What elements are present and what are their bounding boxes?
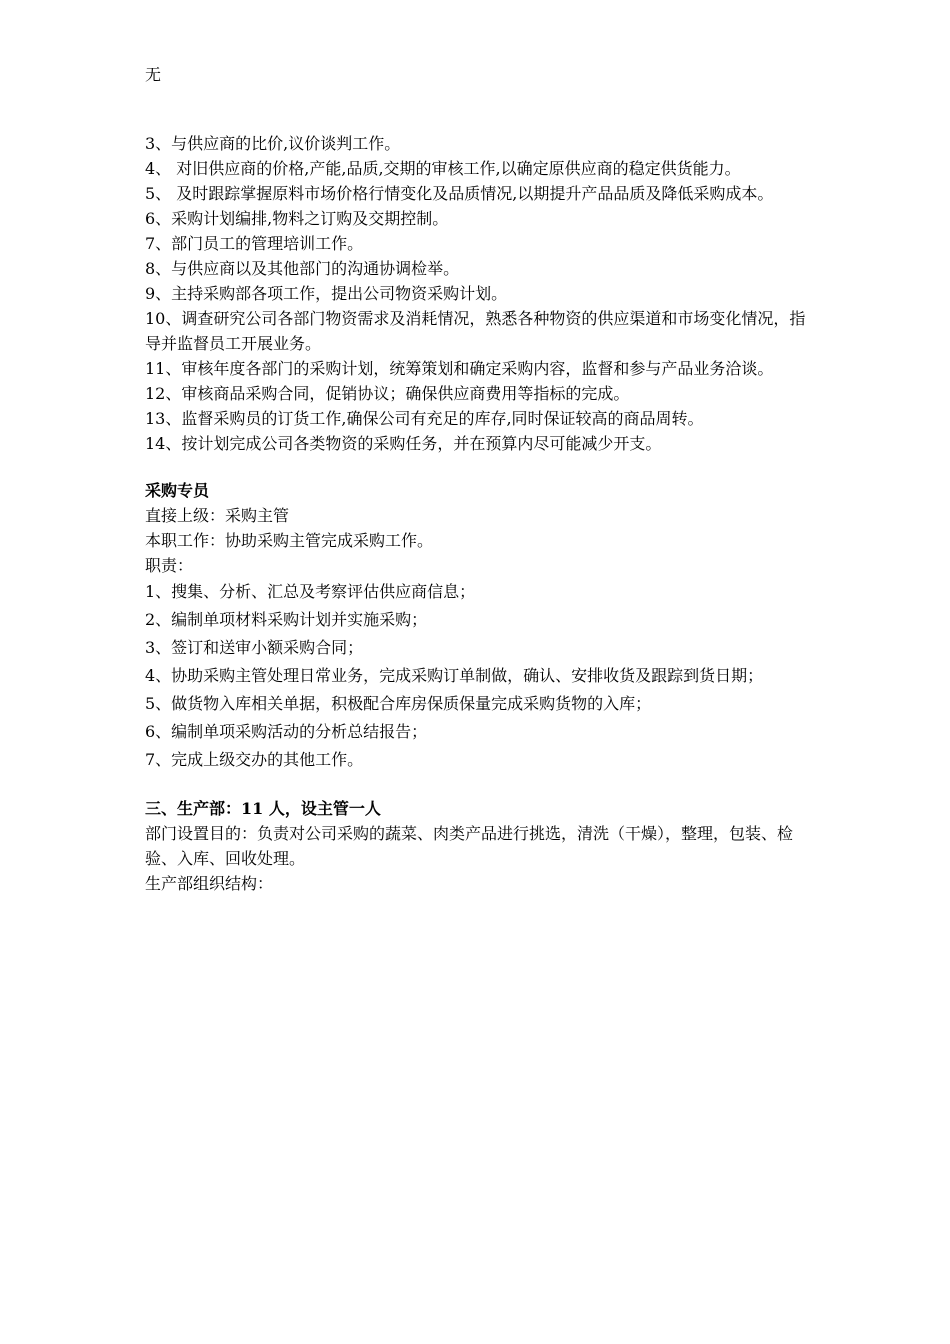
- list-item: 11、审核年度各部门的采购计划，统筹策划和确定采购内容，监督和参与产品业务洽谈。: [145, 359, 774, 378]
- list-item: 6、采购计划编排,物料之订购及交期控制。: [145, 209, 449, 228]
- specialist-section: [145, 478, 810, 773]
- section-spacer: [145, 456, 810, 478]
- list-item: 9、主持采购部各项工作，提出公司物资采购计划。: [145, 284, 508, 303]
- production-section: [145, 796, 810, 896]
- header-mark: 无: [145, 65, 162, 84]
- list-item: 8、与供应商以及其他部门的沟通协调检举。: [145, 259, 460, 278]
- list-item: 10、调查研究公司各部门物资需求及消耗情况，熟悉各种物资的供应渠道和市场变化情况，指导并监督员工开展业务。: [145, 309, 806, 353]
- specialist-duties-label: 职责：: [145, 556, 194, 575]
- list-item: 5、做货物入库相关单据，积极配合库房保质保量完成采购货物的入库；: [145, 694, 652, 713]
- list-item: 12、审核商品采购合同，促销协议；确保供应商费用等指标的完成。: [145, 384, 630, 403]
- list-item: 4、 对旧供应商的价格,产能,品质,交期的审核工作,以确定原供应商的稳定供货能力。: [145, 159, 741, 178]
- list-item: 3、签订和送审小额采购合同；: [145, 638, 364, 657]
- list-item: 7、完成上级交办的其他工作。: [145, 750, 364, 769]
- list-item: 7、部门员工的管理培训工作。: [145, 234, 364, 253]
- document-page: [145, 62, 810, 896]
- purchasing-manager-duties-list: [145, 131, 810, 456]
- list-item: 13、监督采购员的订货工作,确保公司有充足的库存,同时保证较高的商品周转。: [145, 409, 704, 428]
- specialist-job: 本职工作：协助采购主管完成采购工作。: [145, 531, 434, 550]
- production-purpose: 部门设置目的：负责对公司采购的蔬菜、肉类产品进行挑选，清洗（干燥），整理，包装、检验、入库、回收处理。: [145, 824, 794, 868]
- specialist-duties-list: [145, 578, 810, 773]
- list-item: 4、协助采购主管处理日常业务，完成采购订单制做，确认、安排收货及跟踪到货日期；: [145, 666, 764, 685]
- production-heading: 三、生产部：11 人，设主管一人: [145, 799, 381, 818]
- specialist-superior: 直接上级：采购主管: [145, 506, 290, 525]
- list-item: 5、 及时跟踪掌握原料市场价格行情变化及品质情况,以期提升产品品质及降低采购成本。: [145, 184, 774, 203]
- list-item: 14、按计划完成公司各类物资的采购任务，并在预算内尽可能减少开支。: [145, 434, 662, 453]
- section-spacer: [145, 774, 810, 796]
- list-item: 2、编制单项材料采购计划并实施采购；: [145, 610, 428, 629]
- list-item: 1、搜集、分析、汇总及考察评估供应商信息；: [145, 582, 476, 601]
- production-structure-label: 生产部组织结构：: [145, 874, 274, 893]
- specialist-heading: 采购专员: [145, 481, 210, 500]
- list-item: 3、与供应商的比价,议价谈判工作。: [145, 134, 401, 153]
- list-item: 6、编制单项采购活动的分析总结报告；: [145, 722, 428, 741]
